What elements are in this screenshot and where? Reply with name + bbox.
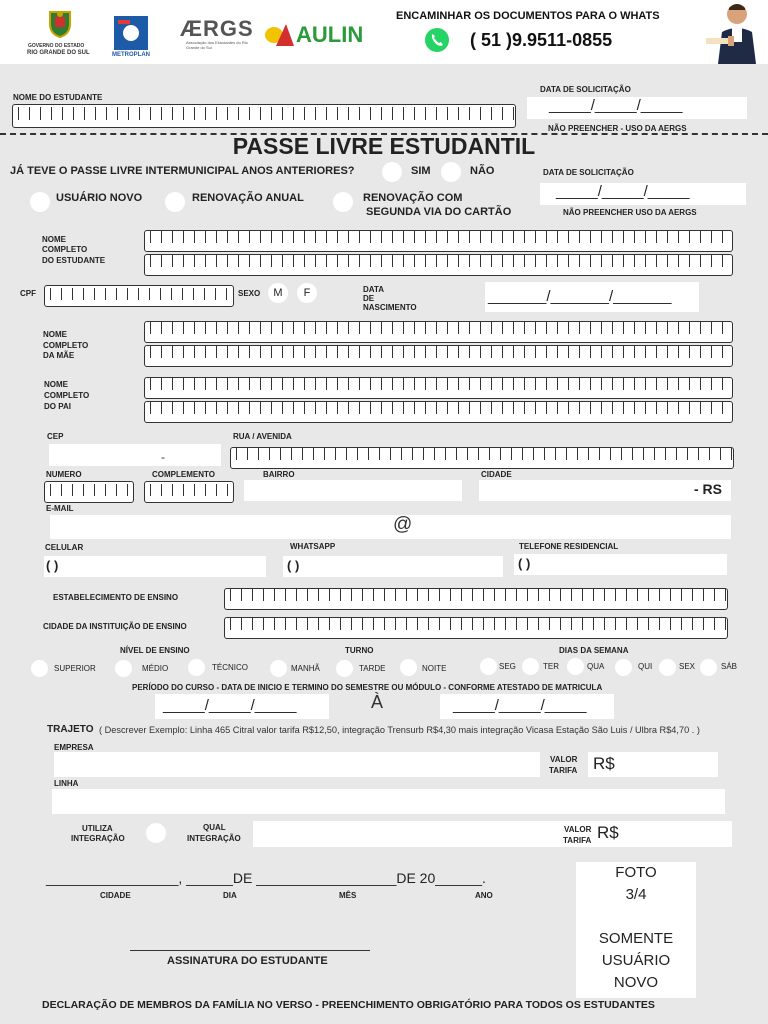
utiliza-integracao-label-2: INTEGRAÇÃO	[71, 834, 125, 843]
question-label: JÁ TEVE O PASSE LIVRE INTERMUNICIPAL ANOS ANTERIORES?	[10, 165, 355, 177]
valor-tarifa-currency: R$	[593, 754, 615, 773]
numero-field[interactable]	[44, 481, 134, 503]
declaracao-footer: DECLARAÇÃO DE MEMBROS DA FAMÍLIA NO VERSO - PREENCHIMENTO OBRIGATÓRIO PARA TODOS OS ESTUDANTES	[42, 999, 655, 1011]
nao-label: NÃO	[470, 165, 495, 177]
email-field[interactable]	[50, 515, 731, 539]
nao-preencher-label: NÃO PREENCHER - USO DA AERGS	[548, 124, 687, 133]
student-person-icon	[704, 0, 764, 64]
nome-estudante-label: NOME DO ESTUDANTE	[13, 93, 103, 102]
sab-radio[interactable]	[700, 659, 717, 676]
tecnico-label: TÉCNICO	[212, 663, 248, 672]
ano-sign-label: ANO	[475, 891, 493, 900]
email-label: E-MAIL	[46, 504, 74, 513]
tarde-radio[interactable]	[336, 660, 353, 677]
linha-label: LINHA	[54, 779, 79, 788]
nao-radio[interactable]	[441, 162, 461, 182]
nome-estudante-line-2[interactable]	[144, 254, 733, 276]
foto-line-4: SOMENTE	[598, 930, 674, 947]
whatsapp-paren: ( )	[287, 558, 300, 573]
trajeto-desc: ( Descrever Exemplo: Linha 465 Citral valor tarifa R$12,50, integração Trensurb R$4,30 mais integração Vicasa Estação São Luis / Ulbra R$4,70 . )	[99, 725, 700, 735]
numero-label: NUMERO	[46, 470, 82, 479]
foto-line-6: NOVO	[613, 974, 659, 991]
nome-estudante-line-1[interactable]	[144, 230, 733, 252]
manha-radio[interactable]	[270, 660, 287, 677]
dias-label: DIAS DA SEMANA	[559, 646, 629, 655]
sex-label: SEX	[679, 662, 696, 671]
nome-pai-label-1: NOME	[44, 380, 68, 389]
rs-suffix: - RS	[694, 481, 722, 497]
celular-label: CELULAR	[45, 543, 84, 552]
nome-pai-line-1[interactable]	[144, 377, 733, 399]
data-nasc-label-2: DE	[363, 294, 375, 303]
sexo-label: SEXO	[238, 289, 261, 298]
cidade-label: CIDADE	[481, 470, 512, 479]
complemento-label: COMPLEMENTO	[152, 470, 215, 479]
assinatura-label: ASSINATURA DO ESTUDANTE	[167, 955, 328, 967]
gov-label-2: RIO GRANDE DO SUL	[27, 50, 90, 56]
usuario-novo-radio[interactable]	[30, 192, 50, 212]
cpf-field[interactable]	[44, 285, 234, 307]
rs-coat-of-arms-icon	[46, 8, 74, 38]
whatsapp-field[interactable]	[283, 556, 503, 577]
data-nasc-label-1: DATA	[363, 285, 385, 294]
data-nasc-mask: _______/_______/_______	[488, 288, 672, 305]
foto-line-2: 3/4	[625, 886, 647, 903]
sim-label: SIM	[411, 165, 431, 177]
aulin-logo-icon	[264, 22, 296, 48]
cep-label: CEP	[47, 432, 64, 441]
dia-sign-label: DIA	[223, 891, 237, 900]
qual-integracao-label-2: INTEGRAÇÃO	[187, 834, 241, 843]
valor-tarifa-label-2: TARIFA	[549, 766, 578, 775]
sim-radio[interactable]	[382, 162, 402, 182]
valor-tarifa-2-label-2: TARIFA	[563, 836, 592, 845]
telefone-paren: ( )	[518, 556, 531, 571]
tecnico-radio[interactable]	[188, 659, 205, 676]
aergs-sub: Associação dos Estudantes do Rio Grande do Sul	[186, 40, 248, 50]
periodo-inicio-mask: _____/_____/_____	[163, 697, 297, 714]
periodo-a: À	[371, 692, 384, 712]
sexo-m-radio[interactable]: M	[268, 283, 288, 303]
renovacao-segunda-via-radio[interactable]	[333, 192, 353, 212]
nao-preencher-label-2: NÃO PREENCHER USO DA AERGS	[563, 208, 697, 217]
phone-number: ( 51 )9.9511-0855	[470, 30, 613, 50]
ter-radio[interactable]	[522, 658, 539, 675]
nome-pai-label-2: COMPLETO	[44, 391, 90, 400]
foto-box[interactable]	[576, 862, 696, 998]
qui-label: QUI	[638, 662, 653, 671]
data-solicitacao-mask-2: _____/_____/_____	[556, 183, 690, 200]
seg-label: SEG	[499, 662, 516, 671]
mes-sign-label: MÊS	[339, 891, 357, 900]
header	[0, 0, 768, 64]
estabelecimento-field[interactable]	[224, 588, 728, 610]
nome-pai-line-2[interactable]	[144, 401, 733, 423]
noite-radio[interactable]	[400, 659, 417, 676]
utiliza-integracao-label-1: UTILIZA	[82, 824, 113, 833]
qua-label: QUA	[587, 662, 605, 671]
empresa-field[interactable]	[54, 752, 540, 777]
renovacao-com-label: RENOVAÇÃO COM	[363, 192, 463, 204]
nome-pai-label-3: DO PAI	[44, 402, 71, 411]
qua-radio[interactable]	[567, 658, 584, 675]
whatsapp-icon	[424, 27, 450, 53]
nome-mae-label-3: DA MÃE	[43, 351, 75, 360]
celular-field[interactable]	[44, 556, 266, 577]
medio-label: MÉDIO	[142, 664, 169, 673]
email-at: @	[393, 514, 413, 535]
qui-radio[interactable]	[615, 659, 632, 676]
cpf-label: CPF	[20, 289, 36, 298]
nome-mae-label-2: COMPLETO	[43, 341, 89, 350]
superior-radio[interactable]	[31, 660, 48, 677]
cep-field[interactable]	[49, 444, 221, 466]
segunda-via-label: SEGUNDA VIA DO CARTÃO	[366, 206, 512, 218]
whatsapp-label: WHATSAPP	[290, 542, 336, 551]
valor-tarifa-2-currency: R$	[597, 823, 619, 842]
usuario-novo-label: USUÁRIO NOVO	[56, 192, 143, 204]
renovacao-anual-radio[interactable]	[165, 192, 185, 212]
date-sign-line: _________________, ______DE __________________DE 20______.	[46, 870, 486, 886]
nome-estudante-field[interactable]	[12, 104, 516, 128]
telefone-field[interactable]	[514, 554, 727, 575]
foto-line-5: USUÁRIO	[601, 952, 671, 969]
gov-label-1: GOVERNO DO ESTADO	[28, 43, 85, 49]
estabelecimento-label: ESTABELECIMENTO DE ENSINO	[53, 593, 179, 602]
cidade-instituicao-field[interactable]	[224, 617, 728, 639]
aergs-logo: ÆRGS	[180, 16, 254, 41]
turno-label: TURNO	[345, 646, 374, 655]
seg-radio[interactable]	[480, 658, 497, 675]
signature-line	[130, 950, 370, 951]
data-nasc-label-3: NASCIMENTO	[363, 303, 417, 312]
data-solicitacao-label: DATA DE SOLICITAÇÃO	[540, 85, 631, 94]
nome-estudante-label-2: COMPLETO	[42, 245, 88, 254]
periodo-fim-mask: _____/_____/_____	[453, 697, 587, 714]
cidade-sign-label: CIDADE	[100, 891, 131, 900]
renovacao-anual-label: RENOVAÇÃO ANUAL	[192, 192, 304, 204]
sexo-f-radio[interactable]: F	[297, 283, 317, 303]
nome-mae-line-2[interactable]	[144, 345, 733, 367]
sex-radio[interactable]	[659, 659, 676, 676]
bairro-label: BAIRRO	[263, 470, 295, 479]
data-solicitacao-label-2: DATA DE SOLICITAÇÃO	[543, 168, 634, 177]
periodo-label: PERÍODO DO CURSO - DATA DE INICIO E TERMINO DO SEMESTRE OU MÓDULO - CONFORME ATESTADO DE MATRICULA	[132, 683, 603, 692]
cidade-instituicao-label: CIDADE DA INSTITUIÇÃO DE ENSINO	[43, 622, 187, 631]
valor-tarifa-label-1: VALOR	[550, 755, 578, 764]
telefone-label: TELEFONE RESIDENCIAL	[519, 542, 619, 551]
data-solicitacao-mask: _____/_____/_____	[549, 97, 683, 114]
metroplan-label: METROPLAN	[112, 52, 150, 58]
qual-integracao-label-1: QUAL	[203, 823, 226, 832]
ter-label: TER	[543, 662, 559, 671]
nome-estudante-label-1: NOME	[42, 235, 66, 244]
utiliza-integracao-checkbox[interactable]	[146, 823, 166, 843]
noite-label: NOITE	[422, 664, 447, 673]
page-title: PASSE LIVRE ESTUDANTIL	[232, 133, 536, 159]
tarde-label: TARDE	[359, 664, 386, 673]
nome-mae-label-1: NOME	[43, 330, 67, 339]
nome-mae-line-1[interactable]	[144, 321, 733, 343]
celular-paren: ( )	[46, 558, 59, 573]
nome-estudante-label-3: DO ESTUDANTE	[42, 256, 106, 265]
trajeto-label: TRAJETO	[47, 724, 94, 735]
valor-tarifa-2-label-1: VALOR	[564, 825, 592, 834]
superior-label: SUPERIOR	[54, 664, 96, 673]
whats-text: ENCAMINHAR OS DOCUMENTOS PARA O WHATS	[396, 10, 660, 22]
empresa-label: EMPRESA	[54, 743, 94, 752]
bairro-field[interactable]	[244, 480, 462, 501]
metroplan-logo-icon	[114, 16, 148, 50]
rua-field[interactable]	[230, 447, 734, 469]
foto-line-1: FOTO	[615, 864, 657, 881]
medio-radio[interactable]	[115, 660, 132, 677]
aulin-logo: AULIN	[296, 22, 364, 47]
foto-line-3	[576, 906, 696, 928]
manha-label: MANHÃ	[291, 664, 320, 673]
rua-label: RUA / AVENIDA	[233, 432, 292, 441]
complemento-field[interactable]	[144, 481, 234, 503]
linha-field[interactable]	[52, 789, 725, 814]
sab-label: SÁB	[721, 662, 738, 671]
qual-integracao-field[interactable]	[253, 821, 732, 847]
nivel-label: NÍVEL DE ENSINO	[120, 646, 190, 655]
cep-dash: -	[161, 450, 165, 464]
